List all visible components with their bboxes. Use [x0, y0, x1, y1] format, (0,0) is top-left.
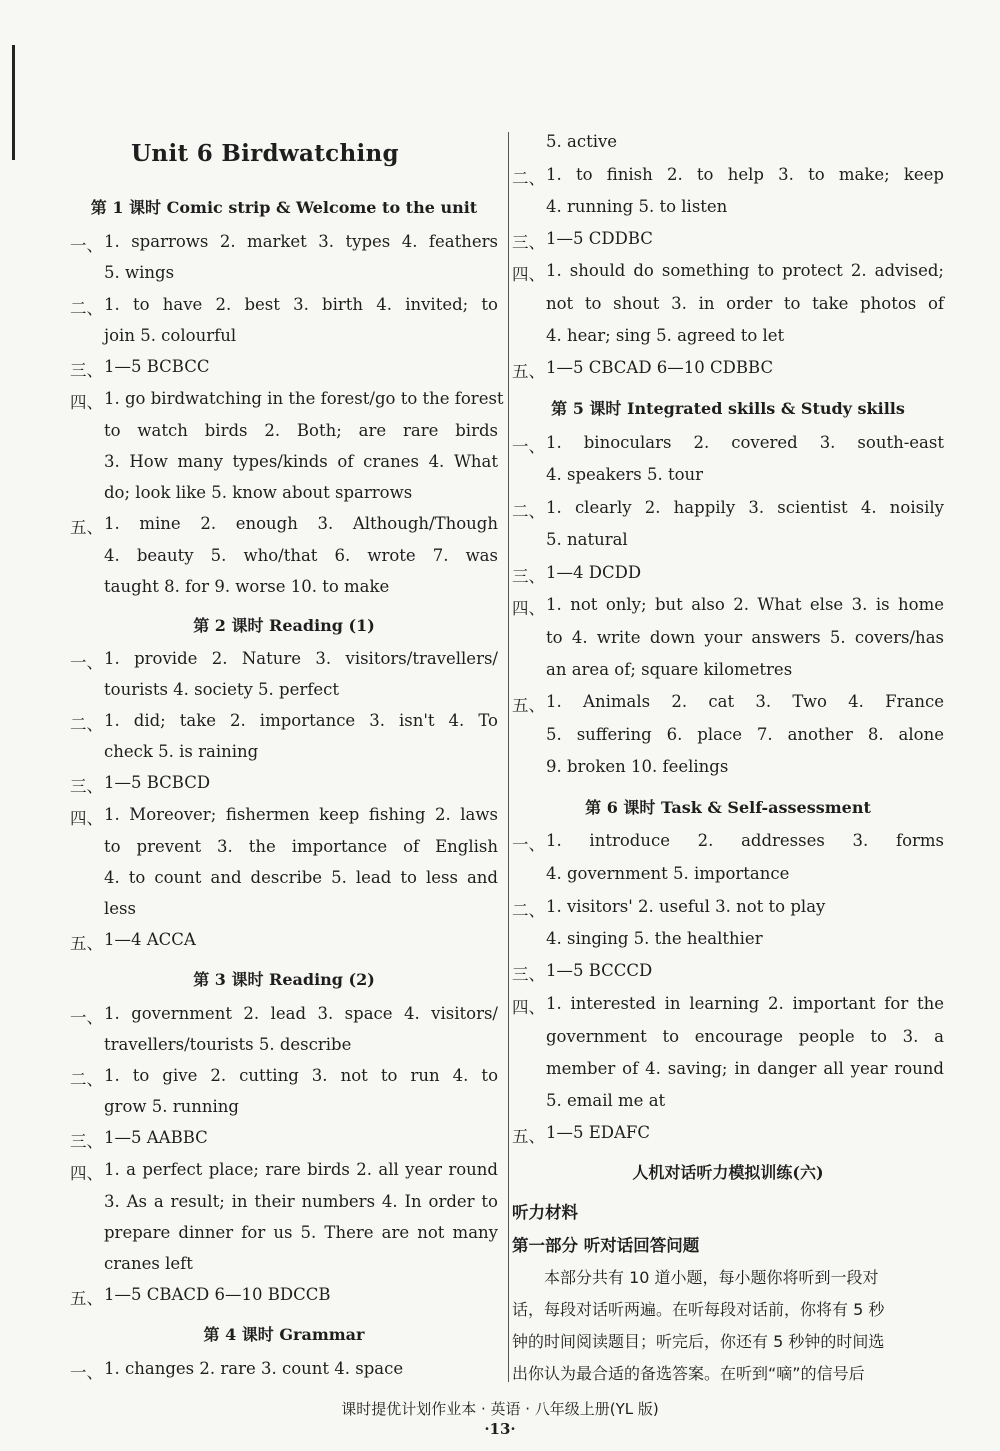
answer-line [70, 1035, 498, 1066]
section-number: 三、 [70, 1132, 103, 1151]
section-number: 三、 [512, 233, 545, 252]
answer-line [70, 1066, 498, 1097]
answer-line [70, 1192, 498, 1223]
answer-line [512, 692, 944, 723]
answer-text: travellers/tourists 5. describe [104, 1035, 352, 1054]
answer-line [70, 232, 498, 263]
answer-text: 1—5 BCBCD [104, 773, 211, 792]
answer-line [70, 837, 498, 868]
answer-text: 4. singing 5. the healthier [546, 929, 763, 948]
section-number: 四、 [512, 599, 545, 618]
answer-text: 4. government 5. importance [546, 864, 790, 883]
answer-line [512, 897, 944, 928]
lesson-heading: 第 3 课时 Reading (2) [193, 970, 375, 989]
answer-line [70, 1004, 498, 1035]
answer-line [70, 421, 498, 452]
answer-text: 1—5 CBCAD 6—10 CDBBC [546, 358, 774, 377]
listening-instruction-line: 本部分共有 10 道小题，每小题你将听到一段对 [544, 1268, 879, 1287]
section-number: 一、 [70, 1008, 103, 1027]
answer-text: 1. Moreover; fishermen keep fishing 2. laws [104, 805, 498, 824]
answer-text: less [104, 899, 136, 918]
answer-text: an area of; square kilometres [546, 660, 793, 679]
answer-line [512, 864, 944, 895]
answer-line [512, 595, 944, 626]
answer-text: 9. broken 10. feelings [546, 757, 729, 776]
answer-text: check 5. is raining [104, 742, 259, 761]
answer-text: 1. a perfect place; rare birds 2. all year round [104, 1160, 498, 1179]
answer-text: 4. beauty 5. who/that 6. wrote 7. was [104, 546, 498, 565]
section-number: 四、 [70, 1164, 103, 1183]
answer-line [70, 295, 498, 326]
section-number: 一、 [70, 236, 103, 255]
answer-line [512, 465, 944, 496]
answer-line [512, 1059, 944, 1090]
section-number: 二、 [70, 1070, 103, 1089]
answer-line [512, 165, 944, 196]
answer-line [512, 229, 944, 260]
answer-text: 1—5 CBACD 6—10 BDCCB [104, 1285, 331, 1304]
answer-text: 3. As a result; in their numbers 4. In order to [104, 1192, 498, 1211]
section-number: 四、 [70, 809, 103, 828]
answer-text: to 4. write down your answers 5. covers/has [546, 628, 944, 647]
answer-text: tourists 4. society 5. perfect [104, 680, 339, 699]
binding-bar [12, 45, 15, 160]
listening-instruction-line: 钟的时间阅读题目；听完后，你还有 5 秒钟的时间选 [512, 1332, 885, 1351]
answer-text: taught 8. for 9. worse 10. to make [104, 577, 390, 596]
section-number: 四、 [512, 265, 545, 284]
answer-line [512, 132, 944, 163]
answer-line [70, 711, 498, 742]
section-label: 第一部分 听对话回答问题 [512, 1236, 700, 1255]
answer-line [70, 263, 498, 294]
answer-line [512, 994, 944, 1025]
lesson-heading: 第 4 课时 Grammar [203, 1325, 365, 1344]
section-number: 五、 [512, 362, 545, 381]
answer-line [512, 433, 944, 464]
answer-line [512, 628, 944, 659]
answer-text: 4. to count and describe 5. lead to less and [104, 868, 498, 887]
answer-line [70, 680, 498, 711]
answer-line [512, 530, 944, 561]
answer-text: to prevent 3. the importance of English [104, 837, 498, 856]
answer-line [70, 577, 498, 608]
section-number: 二、 [70, 299, 103, 318]
lesson-heading: 第 6 课时 Task & Self-assessment [585, 798, 871, 817]
answer-line [70, 326, 498, 357]
answer-text: 1. visitors' 2. useful 3. not to play [546, 897, 826, 916]
answer-line [70, 649, 498, 680]
answer-line [512, 725, 944, 756]
answer-line [70, 1223, 498, 1254]
answer-text: 4. hear; sing 5. agreed to let [546, 326, 785, 345]
lesson-heading: 第 5 课时 Integrated skills & Study skills [551, 399, 905, 418]
section-label: 听力材料 [512, 1203, 578, 1222]
answer-text: not to shout 3. in order to take photos of [546, 294, 944, 313]
answer-line [70, 742, 498, 773]
answer-line [70, 899, 498, 930]
answer-text: 1. to finish 2. to help 3. to make; keep [546, 165, 944, 184]
answer-text: 5. active [546, 132, 618, 151]
section-number: 五、 [70, 518, 103, 537]
column-divider [508, 132, 509, 1382]
answer-line [70, 1097, 498, 1128]
answer-text: 5. wings [104, 263, 175, 282]
answer-text: 3. How many types/kinds of cranes 4. What [104, 452, 498, 471]
answer-line [70, 1160, 498, 1191]
answer-text: 1—5 EDAFC [546, 1123, 651, 1142]
section-number: 一、 [512, 437, 545, 456]
answer-text: 1. provide 2. Nature 3. visitors/travellers/ [104, 649, 498, 668]
answer-text: 1. government 2. lead 3. space 4. visitors/ [104, 1004, 498, 1023]
answer-text: 5. natural [546, 530, 628, 549]
section-number: 二、 [70, 715, 103, 734]
answer-text: 5. suffering 6. place 7. another 8. alone [546, 725, 944, 744]
answer-line [512, 1123, 944, 1154]
answer-text: 1. sparrows 2. market 3. types 4. feathers [104, 232, 498, 251]
section-number: 五、 [70, 934, 103, 953]
answer-line [512, 1027, 944, 1058]
answer-line [70, 546, 498, 577]
answer-line [70, 389, 504, 420]
answer-line [70, 1254, 498, 1285]
answer-line [70, 1359, 498, 1390]
answer-line [512, 326, 944, 357]
section-number: 四、 [512, 998, 545, 1017]
answer-text: 1. clearly 2. happily 3. scientist 4. noisily [546, 498, 944, 517]
answer-text: grow 5. running [104, 1097, 239, 1116]
answer-line [70, 773, 498, 804]
answer-line [512, 831, 944, 862]
section-number: 三、 [512, 965, 545, 984]
section-number: 五、 [512, 696, 545, 715]
answer-text: 1. go birdwatching in the forest/go to the forest [104, 389, 504, 408]
section-number: 三、 [70, 777, 103, 796]
listening-instruction-line: 话，每段对话听两遍。在听每段对话前，你将有 5 秒 [512, 1300, 885, 1319]
answer-text: do; look like 5. know about sparrows [104, 483, 413, 502]
answer-text: 5. email me at [546, 1091, 666, 1110]
answer-text: 1. interested in learning 2. important for the [546, 994, 944, 1013]
section-number: 二、 [512, 169, 545, 188]
answer-text: 1. to have 2. best 3. birth 4. invited; to [104, 295, 498, 314]
answer-line [512, 660, 944, 691]
answer-text: 1. not only; but also 2. What else 3. is home [546, 595, 944, 614]
answer-text: 1—4 DCDD [546, 563, 642, 582]
answer-text: 1. introduce 2. addresses 3. forms [546, 831, 944, 850]
answer-text: government to encourage people to 3. a [546, 1027, 944, 1046]
answer-line [512, 498, 944, 529]
answer-text: cranes left [104, 1254, 193, 1273]
unit-title: Unit 6 Birdwatching [131, 140, 399, 167]
lesson-heading: 第 1 课时 Comic strip & Welcome to the unit [90, 198, 478, 217]
answer-text: 4. running 5. to listen [546, 197, 728, 216]
section-number: 三、 [512, 567, 545, 586]
lesson-heading: 人机对话听力模拟训练(六) [632, 1163, 824, 1182]
answer-line [70, 805, 498, 836]
answer-line [70, 1285, 498, 1316]
answer-text: 1. mine 2. enough 3. Although/Though [104, 514, 498, 533]
answer-text: to watch birds 2. Both; are rare birds [104, 421, 498, 440]
answer-text: 1. changes 2. rare 3. count 4. space [104, 1359, 404, 1378]
answer-line [512, 261, 944, 292]
answer-line [512, 929, 944, 960]
section-number: 五、 [70, 1289, 103, 1308]
answer-line [70, 1128, 498, 1159]
answer-line [512, 358, 944, 389]
answer-text: 1. binoculars 2. covered 3. south-east [546, 433, 944, 452]
answer-text: join 5. colourful [104, 326, 237, 345]
answer-text: prepare dinner for us 5. There are not many [104, 1223, 498, 1242]
answer-text: 1. Animals 2. cat 3. Two 4. France [546, 692, 944, 711]
section-number: 一、 [70, 653, 103, 672]
section-number: 五、 [512, 1127, 545, 1146]
answer-line [512, 294, 944, 325]
answer-text: 1—4 ACCA [104, 930, 196, 949]
listening-instruction-line: 出你认为最合适的备选答案。在听到“嘀”的信号后 [512, 1364, 865, 1383]
answer-line [70, 930, 498, 961]
section-number: 二、 [512, 901, 545, 920]
section-number: 一、 [70, 1363, 103, 1382]
answer-line [70, 868, 498, 899]
answer-text: 1—5 BCBCC [104, 357, 210, 376]
answer-text: 1—5 BCCCD [546, 961, 653, 980]
section-number: 一、 [512, 835, 545, 854]
page-number: ·13· [484, 1420, 516, 1438]
answer-text: 1. should do something to protect 2. advised; [546, 261, 944, 280]
answer-text: 1—5 CDDBC [546, 229, 653, 248]
answer-line [512, 563, 944, 594]
section-number: 四、 [70, 393, 103, 412]
answer-text: 4. speakers 5. tour [546, 465, 704, 484]
answer-text: 1. did; take 2. importance 3. isn't 4. To [104, 711, 498, 730]
footer-book-title: 课时提优计划作业本 · 英语 · 八年级上册(YL 版) [341, 1400, 659, 1418]
answer-text: 1—5 AABBC [104, 1128, 208, 1147]
section-number: 三、 [70, 361, 103, 380]
answer-line [70, 483, 498, 514]
section-number: 二、 [512, 502, 545, 521]
answer-text: 1. to give 2. cutting 3. not to run 4. to [104, 1066, 498, 1085]
answer-line [70, 514, 498, 545]
lesson-heading: 第 2 课时 Reading (1) [193, 616, 375, 635]
answer-text: member of 4. saving; in danger all year round [546, 1059, 944, 1078]
answer-line [70, 452, 498, 483]
answer-line [70, 357, 498, 388]
answer-line [512, 961, 944, 992]
answer-line [512, 757, 944, 788]
answer-line [512, 1091, 944, 1122]
answer-line [512, 197, 944, 228]
